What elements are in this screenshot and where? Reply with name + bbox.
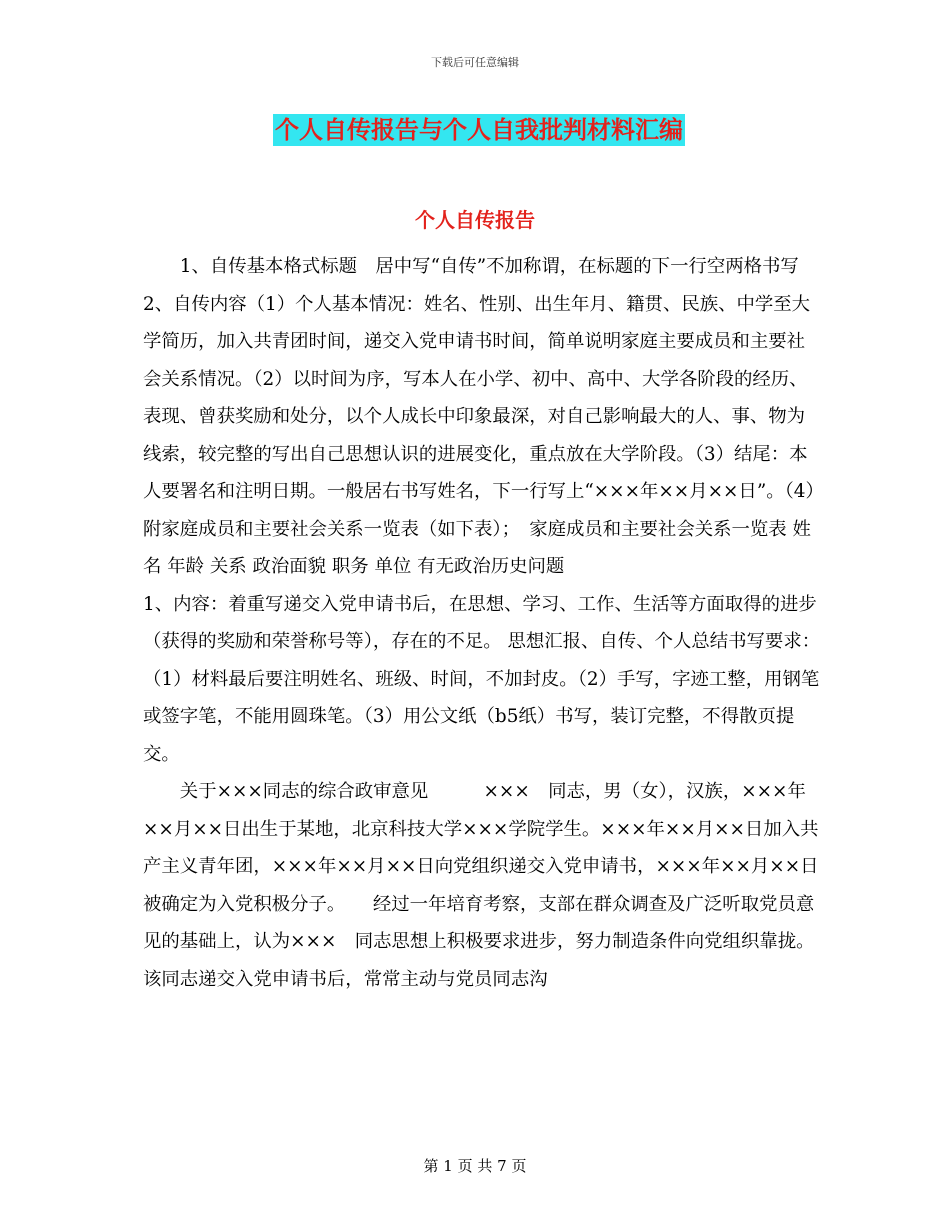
document-body	[143, 248, 823, 998]
paragraph-autobiography-format: 1、自传基本格式标题 居中写“自传”不加称谓，在标题的下一行空两格书写2、自传内容（1）个人基本情况：姓名、性别、出生年月、籍贯、民族、中学至大学简历，加入共青团时间，递交入党申请书时间，简单说明家庭主要成员和主要社会关系情况。（2）以时间为序，写本人在小学、初中、高中、大学各阶段的经历、表现、曾获奖励和处分，以个人成长中印象最深，对自己影响最大的人、事、物为线索，较完整的写出自己思想认识的进展变化，重点放在大学阶段。（3）结尾：本人要署名和注明日期。一般居右书写姓名，下一行写上“×××年××月××日”。（4）附家庭成员和主要社会关系一览表（如下表）； 家庭成员和主要社会关系一览表 姓名 年龄 关系 政治面貌 职务 单位 有无政治历史问题	[143, 256, 815, 577]
page-header-note: 下载后可任意编辑	[431, 56, 519, 69]
paragraph-political-review: 关于×××同志的综合政审意见 ××× 同志，男（女），汉族，×××年××月××日出生于某地，北京科技大学×××学院学生。×××年××月××日加入共产主义青年团，×××年××月××日向党组织递交入党申请书，×××年××月××日被确定为入党积极分子。 经过一年培育考察，支部在群众调查及广泛听取党员意见的基础上，认为××× 同志思想上积极要求进步，努力制造条件向党组织靠拢。该同志递交入党申请书后，常常主动与党员同志沟	[143, 781, 819, 990]
page-number: 第 1 页 共 7 页	[423, 1157, 527, 1175]
section-title: 个人自传报告	[415, 208, 535, 232]
document-title: 个人自传报告与个人自我批判材料汇编	[275, 115, 683, 144]
paragraph-writing-requirements: 1、内容：着重写递交入党申请书后，在思想、学习、工作、生活等方面取得的进步（获得的奖励和荣誉称号等），存在的不足。 思想汇报、自传、个人总结书写要求：（1）材料最后要注明姓名、班级、时间，不加封皮。（2）手写，字迹工整，用钢笔或签字笔，不能用圆珠笔。（3）用公文纸（b5纸）书写，装订完整，不得散页提交。	[143, 593, 821, 765]
